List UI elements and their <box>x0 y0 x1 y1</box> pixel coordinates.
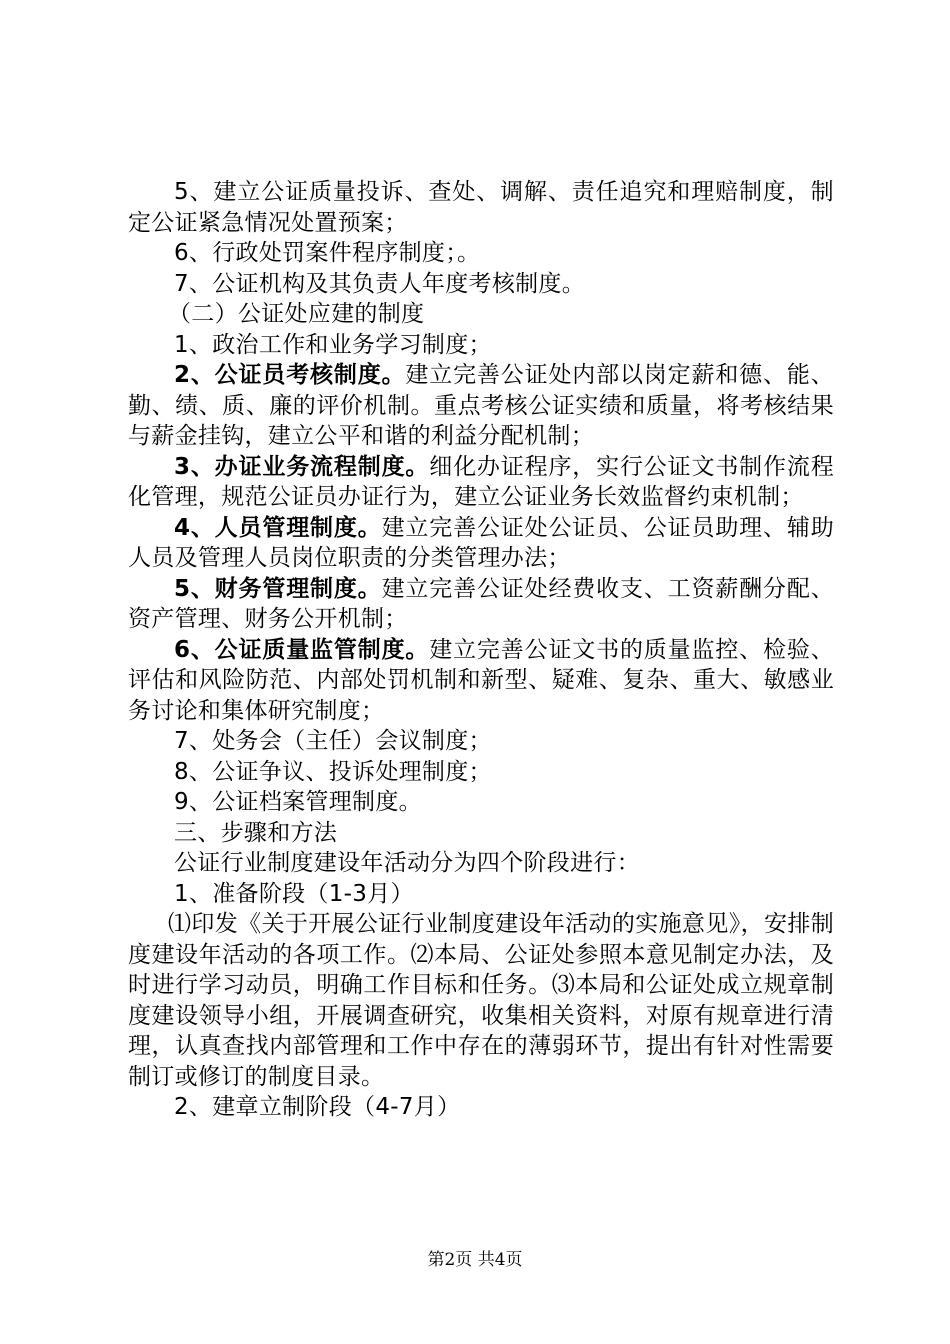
paragraph-7: 3、办证业务流程制度。细化办证程序，实行公证文书制作流程化管理，规范公证员办证行为，建立公证业务长效监督约束机制； <box>128 453 834 510</box>
paragraph-1: 5、建立公证质量投诉、查处、调解、责任追究和理赔制度，制定公证紧急情况处置预案； <box>128 179 834 236</box>
section-heading-3: 三、步骤和方法 <box>174 819 338 846</box>
page-footer: 第2页 共4页 <box>427 1250 523 1270</box>
paragraph-3: 7、公证机构及其负责人年度考核制度。 <box>174 270 586 297</box>
paragraph-17: ⑴印发《关于开展公证行业制度建设年活动的实施意见》，安排制度建设年活动的各项工作。⑵本局、公证处参照本意见制定办法，及时进行学习动员，明确工作目标和任务。⑶本局和公证处成立规章制度建设领导小组，开展调查研究，收集相关资料，对原有规章进行清理，认真查找内部管理和工作中存在的薄弱环节，提出有针对性需要制订或修订的制度目录。 <box>128 911 834 1090</box>
bold-lead: 3、办证业务流程制度。 <box>174 453 430 480</box>
bold-lead: 6、公证质量监管制度。 <box>174 636 430 663</box>
bold-lead: 2、公证员考核制度。 <box>174 362 406 388</box>
bold-lead: 5、财务管理制度。 <box>174 575 382 602</box>
bold-lead: 4、人员管理制度。 <box>174 514 382 541</box>
paragraph-10: 6、公证质量监管制度。建立完善公证文书的质量监控、检验、评估和风险防范、内部处罚机制和新型、疑难、复杂、重大、敏感业务讨论和集体研究制度； <box>128 636 834 724</box>
paragraph-6: 2、公证员考核制度。建立完善公证处内部以岗定薪和德、能、勤、绩、质、廉的评价机制。重点考核公证实绩和质量，将考核结果与薪金挂钩，建立公平和谐的利益分配机制； <box>128 362 834 449</box>
paragraph-9: 5、财务管理制度。建立完善公证处经费收支、工资薪酬分配、资产管理、财务公开机制； <box>128 575 834 632</box>
paragraph-16: 1、准备阶段（1-3月） <box>174 880 414 907</box>
paragraph-15: 公证行业制度建设年活动分为四个阶段进行： <box>174 850 640 876</box>
paragraph-13: 9、公证档案管理制度。 <box>174 789 422 815</box>
document-body <box>128 177 834 1123</box>
section-heading-2: （二）公证处应建的制度 <box>168 301 425 327</box>
paragraph-11: 7、处务会（主任）会议制度； <box>174 728 492 754</box>
paragraph-12: 8、公证争议、投诉处理制度； <box>174 758 492 785</box>
paragraph-18: 2、建章立制阶段（4-7月） <box>174 1094 461 1120</box>
paragraph-5: 1、政治工作和业务学习制度； <box>174 331 492 358</box>
paragraph-8: 4、人员管理制度。建立完善公证处公证员、公证员助理、辅助人员及管理人员岗位职责的分类管理办法； <box>128 514 834 571</box>
paragraph-2: 6、行政处罚案件程序制度；。 <box>174 240 481 266</box>
